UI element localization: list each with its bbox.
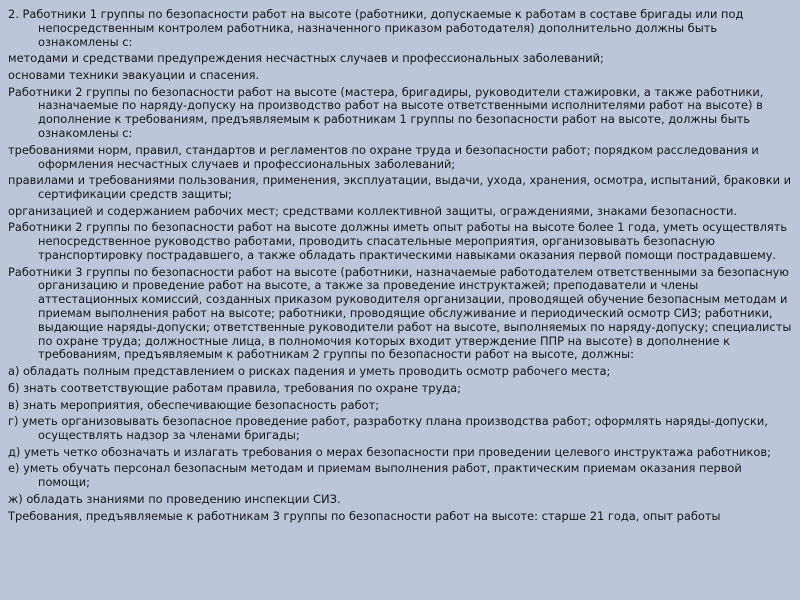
paragraph-group2-item-ppe-rules: правилами и требованиями пользования, применения, эксплуатации, выдачи, ухода, хранения, осмотра, испытаний, браковки и сертификации средств защиты; [8, 173, 792, 202]
paragraph-group3-item-c: в) знать мероприятия, обеспечивающие безопасность работ; [8, 397, 380, 412]
paragraph-group1-item-methods: методами и средствами предупреждения несчастных случаев и профессиональных заболеваний; [8, 51, 604, 66]
paragraph-group2-experience: Работники 2 группы по безопасности работ на высоте должны иметь опыт работы на высоте более 1 года, уметь осуществлять непосредственное руководство работами, проводить спасательные мероприятия, организовывать безопасную транспортировку пострадавшего, а также обладать практическими навыками оказания первой помощи пострадавшему. [8, 220, 788, 262]
paragraph-group3-item-g: ж) обладать знаниями по проведению инспекции СИЗ. [8, 491, 341, 506]
paragraph-group3-item-f: е) уметь обучать персонал безопасным методам и приемам выполнения работ, практическим приемам оказания первой помощи; [8, 461, 742, 490]
paragraph-group1-intro: 2. Работники 1 группы по безопасности работ на высоте (работники, допускаемые к работам в составе бригады или под непосредственным контролем работника, назначенного приказом работодателя) дополнительно должны быть ознакомлены с: [8, 7, 744, 49]
paragraph-group3-requirements: Требования, предъявляемые к работникам 3 группы по безопасности работ на высоте: старше 21 года, опыт работы [8, 508, 721, 523]
slide-text-body [8, 8, 794, 526]
paragraph-group3-item-d: г) уметь организовывать безопасное проведение работ, разработку плана производства работ; оформлять наряды-допуски, осуществлять надзор за членами бригады; [8, 414, 768, 442]
paragraph-group2-intro: Работники 2 группы по безопасности работ на высоте (мастера, бригадиры, руководители стажировки, а также работники, назначаемые по наряду-допуску на производство работ на высоте ответственными исполнителями работ на высоте) в дополнение к требованиям, предъявляемым к работникам 1 группы по безопасности работ на высоте, должны быть ознакомлены с: [8, 84, 764, 141]
paragraph-group1-item-evacuation: основами техники эвакуации и спасения. [8, 67, 260, 82]
paragraph-group3-item-e: д) уметь четко обозначать и излагать требования о мерах безопасности при проведении целевого инструктажа работников; [8, 444, 771, 459]
paragraph-group2-item-workplaces: организацией и содержанием рабочих мест; средствами коллективной защиты, ограждениями, знаками безопасности. [8, 203, 737, 218]
paragraph-group3-item-a: а) обладать полным представлением о рисках падения и уметь проводить осмотр рабочего места; [8, 364, 611, 379]
paragraph-group3-intro: Работники 3 группы по безопасности работ на высоте (работники, назначаемые работодателем ответственными за безопасную организацию и проведение работ на высоте, а также за проведение инструктажей; преподаватели и члены аттестационных комиссий, созданных приказом руководителя организации, проводящей обучение безопасным методам и приемам выполнения работ на высоте; работники, проводящие обслуживание и периодический осмотр СИЗ; работники, выдающие наряды-допуски; ответственные руководители работ на высоте, выполняемых по наряду-допуску; специалисты по охране труда; должностные лица, в полномочия которых входит утверждение ППР на высоте) в дополнение к требованиям, предъявляемым к работникам 2 группы по безопасности работ на высоте, должны: [8, 264, 792, 362]
paragraph-group2-item-norms: требованиями норм, правил, стандартов и регламентов по охране труда и безопасности работ; порядком расследования и оформления несчастных случаев и профессиональных заболеваний; [8, 142, 759, 171]
paragraph-group3-item-b: б) знать соответствующие работам правила, требования по охране труда; [8, 380, 461, 395]
